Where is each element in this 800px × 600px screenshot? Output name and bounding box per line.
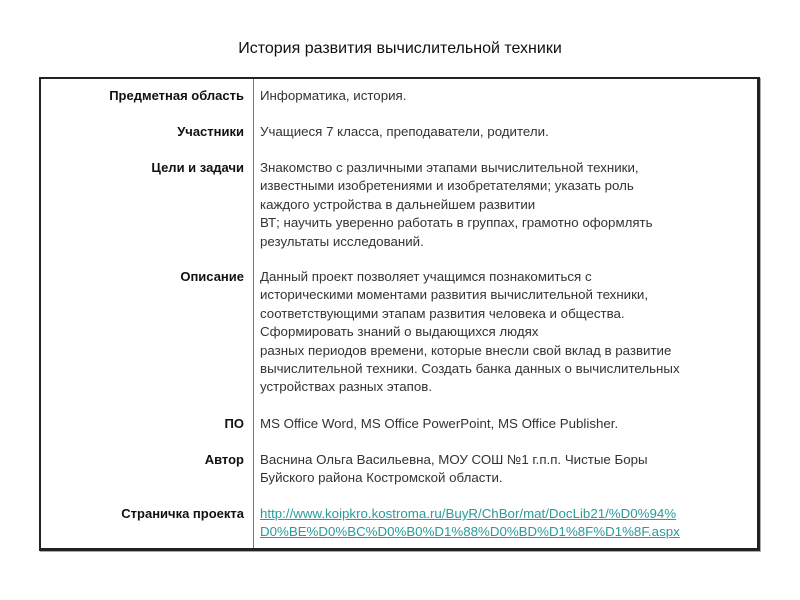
project-page-link[interactable]: http://www.koipkro.kostroma.ru/BuyR/ChBor/mat/DocLib21/%D0%94% D0%BE%D0%BC%D0%B0%D1%88%D0%BD%D1%8F%D1%8F.aspx bbox=[260, 506, 680, 540]
project-info-table bbox=[39, 77, 760, 551]
row-value: Данный проект позволяет учащимся познакомиться с историческими моментами развития вычислительной техники, соответствующими этапам развития человека и общества. Сформировать знаний о выдающихся людях разных периодов времени, которые внесли свой вклад в развитие вычислительной техники. Создать банка данных о вычислительных устройствах разных этапов. bbox=[260, 269, 680, 395]
row-value: MS Office Word, MS Office PowerPoint, MS Office Publisher. bbox=[260, 416, 619, 431]
row-value: Знакомство с различными этапами вычислительной техники, известными изобретениями и изобретателями; указать роль каждого устройства в дальнейшем развитии ВТ; научить уверенно работать в группах, грамотно оформлять результаты исследований. bbox=[260, 160, 653, 249]
row-label: ПО bbox=[224, 416, 244, 431]
row-label: Предметная область bbox=[109, 88, 244, 103]
row-label: Описание bbox=[180, 269, 244, 284]
row-value: Васнина Ольга Васильевна, МОУ СОШ №1 г.п.п. Чистые Боры Буйского района Костромской области. bbox=[260, 452, 648, 486]
row-label: Страничка проекта bbox=[121, 506, 244, 521]
column-divider bbox=[253, 79, 254, 548]
row-label: Участники bbox=[177, 124, 244, 139]
row-label: Цели и задачи bbox=[151, 160, 244, 175]
row-label: Автор bbox=[204, 452, 244, 467]
row-value: Информатика, история. bbox=[260, 88, 407, 103]
page-title: История развития вычислительной техники bbox=[238, 40, 562, 57]
row-value: Учащиеся 7 класса, преподаватели, родители. bbox=[260, 124, 549, 139]
